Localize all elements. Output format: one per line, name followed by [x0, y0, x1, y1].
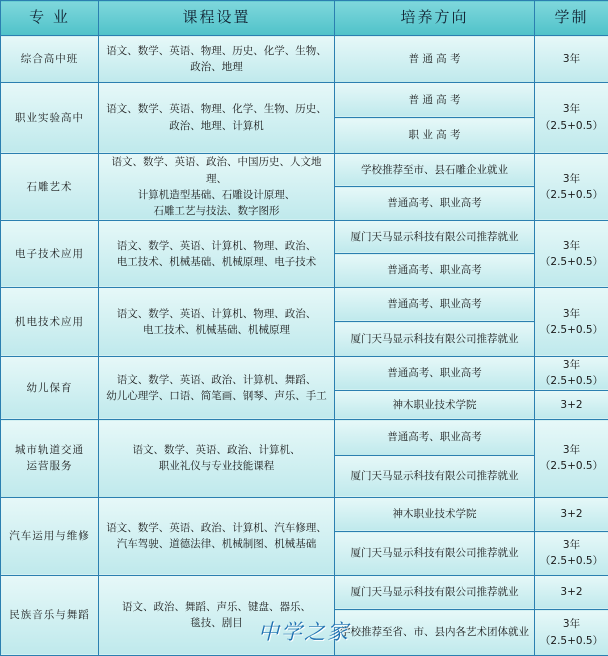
course-line: 石雕工艺与技法、数字图形: [153, 205, 280, 218]
major-cell: 综合高中班: [1, 36, 99, 83]
direction-cell: 厦门天马显示科技有限公司推荐就业: [335, 532, 535, 576]
duration-line: 3年: [562, 618, 581, 631]
duration-cell: [535, 390, 608, 419]
major-cell: 汽车运用与维修: [1, 497, 99, 575]
table-row: [1, 575, 608, 610]
table-row: [1, 356, 608, 390]
duration-line: （2.5+0.5）: [539, 375, 604, 388]
course-line: 语文、政治、舞蹈、声乐、键盘、器乐、: [122, 601, 311, 614]
duration-line: （2.5+0.5）: [539, 323, 604, 336]
direction-cell: 普通高考、职业高考: [335, 254, 535, 288]
direction-cell: 学校推荐至省、市、县内各艺术团体就业: [335, 610, 535, 656]
duration-cell: [535, 82, 608, 153]
duration-cell: [535, 497, 608, 532]
direction-cell: 神木职业技术学院: [335, 390, 535, 419]
direction-cell: 普通高考、职业高考: [335, 356, 535, 390]
duration-line: 3+2: [560, 398, 583, 411]
direction-cell: 厦门天马显示科技有限公司推荐就业: [335, 322, 535, 357]
course-line: 政治、地理: [190, 60, 243, 73]
course-line: 汽车驾驶、道德法律、机械制图、机械基础: [116, 538, 317, 551]
table-header-row: [1, 1, 608, 36]
courses-cell: [99, 420, 335, 497]
duration-cell: [535, 420, 608, 497]
direction-cell: 普通高考、职业高考: [335, 187, 535, 221]
courses-cell: [99, 497, 335, 575]
duration-cell: [535, 356, 608, 390]
direction-cell: 厦门天马显示科技有限公司推荐就业: [335, 455, 535, 497]
direction-cell: 普通高考、职业高考: [335, 287, 535, 322]
table-row: [1, 497, 608, 532]
site-watermark: 中学之家: [258, 620, 350, 644]
duration-cell: [535, 220, 608, 287]
table-row: [1, 153, 608, 187]
duration-line: 3年: [562, 359, 581, 372]
major-line: 运营服务: [26, 460, 73, 473]
major-cell: 电子技术应用: [1, 220, 99, 287]
major-line: 城市轨道交通: [15, 444, 84, 457]
course-line: 幼儿心理学、口语、简笔画、钢琴、声乐、手工: [106, 390, 327, 403]
duration-line: （2.5+0.5）: [539, 188, 604, 201]
direction-cell: 厦门天马显示科技有限公司推荐就业: [335, 575, 535, 610]
major-cell: 机电技术应用: [1, 287, 99, 356]
direction-cell: 厦门天马显示科技有限公司推荐就业: [335, 220, 535, 254]
table-row: [1, 287, 608, 322]
course-line: 语文、数学、英语、政治、中国历史、人文地理、: [111, 156, 322, 185]
header-major: 专 业: [1, 1, 99, 36]
direction-cell: 神木职业技术学院: [335, 497, 535, 532]
duration-line: 3年: [562, 307, 581, 320]
table-row: [1, 36, 608, 83]
duration-cell: [535, 287, 608, 356]
direction-cell: 普 通 高 考: [335, 36, 535, 83]
course-line: 语文、数学、英语、物理、历史、化学、生物、: [106, 44, 327, 57]
courses-cell: [99, 220, 335, 287]
duration-line: 3年: [562, 539, 581, 552]
course-line: 语文、数学、英语、计算机、物理、政治、: [116, 307, 317, 320]
header-courses: 课程设置: [99, 1, 335, 36]
duration-line: （2.5+0.5）: [539, 255, 604, 268]
course-line: 电工技术、机械基础、机械原理、电子技术: [116, 255, 317, 268]
duration-cell: [535, 153, 608, 220]
direction-cell: 学校推荐至市、县石雕企业就业: [335, 153, 535, 187]
major-cell: 幼儿保育: [1, 356, 99, 419]
major-cell: [1, 420, 99, 497]
duration-line: （2.5+0.5）: [539, 460, 604, 473]
course-line: 政治、地理、计算机: [169, 119, 264, 132]
direction-cell: 职 业 高 考: [335, 118, 535, 154]
table-row: [1, 220, 608, 254]
courses-cell: [99, 575, 335, 655]
table-row: [1, 420, 608, 456]
duration-cell: [535, 36, 608, 83]
course-line: 计算机造型基础、石雕设计原理、: [137, 188, 296, 201]
major-cell: 民族音乐与舞蹈: [1, 575, 99, 655]
duration-line: 3年: [562, 52, 581, 65]
duration-line: 3年: [562, 239, 581, 252]
header-direction: 培养方向: [335, 1, 535, 36]
duration-cell: [535, 532, 608, 576]
courses-cell: [99, 82, 335, 153]
course-line: 语文、数学、英语、计算机、物理、政治、: [116, 239, 317, 252]
courses-cell: [99, 356, 335, 419]
course-line: 毯技、剧目: [190, 617, 243, 630]
duration-line: 3年: [562, 444, 581, 457]
major-cell: 石雕艺术: [1, 153, 99, 220]
course-line: 语文、数学、英语、政治、计算机、: [132, 444, 301, 457]
table-row: [1, 82, 608, 118]
duration-line: 3年: [562, 172, 581, 185]
course-line: 语文、数学、英语、政治、计算机、舞蹈、: [116, 373, 317, 386]
duration-line: （2.5+0.5）: [539, 555, 604, 568]
duration-cell: [535, 610, 608, 656]
direction-cell: 普通高考、职业高考: [335, 420, 535, 456]
course-line: 语文、数学、英语、物理、化学、生物、历史、: [106, 103, 327, 116]
duration-line: 3+2: [560, 508, 583, 521]
duration-line: 3+2: [560, 586, 583, 599]
major-cell: 职业实验高中: [1, 82, 99, 153]
courses-cell: [99, 36, 335, 83]
duration-line: 3年: [562, 103, 581, 116]
duration-line: （2.5+0.5）: [539, 634, 604, 647]
course-line: 职业礼仪与专业技能课程: [158, 460, 275, 473]
courses-cell: [99, 287, 335, 356]
course-line: 电工技术、机械基础、机械原理: [143, 323, 290, 336]
header-duration: 学制: [535, 1, 608, 36]
courses-cell: [99, 153, 335, 220]
course-line: 语文、数学、英语、政治、计算机、汽车修理、: [106, 521, 327, 534]
direction-cell: 普 通 高 考: [335, 82, 535, 118]
duration-line: （2.5+0.5）: [539, 119, 604, 132]
duration-cell: [535, 575, 608, 610]
